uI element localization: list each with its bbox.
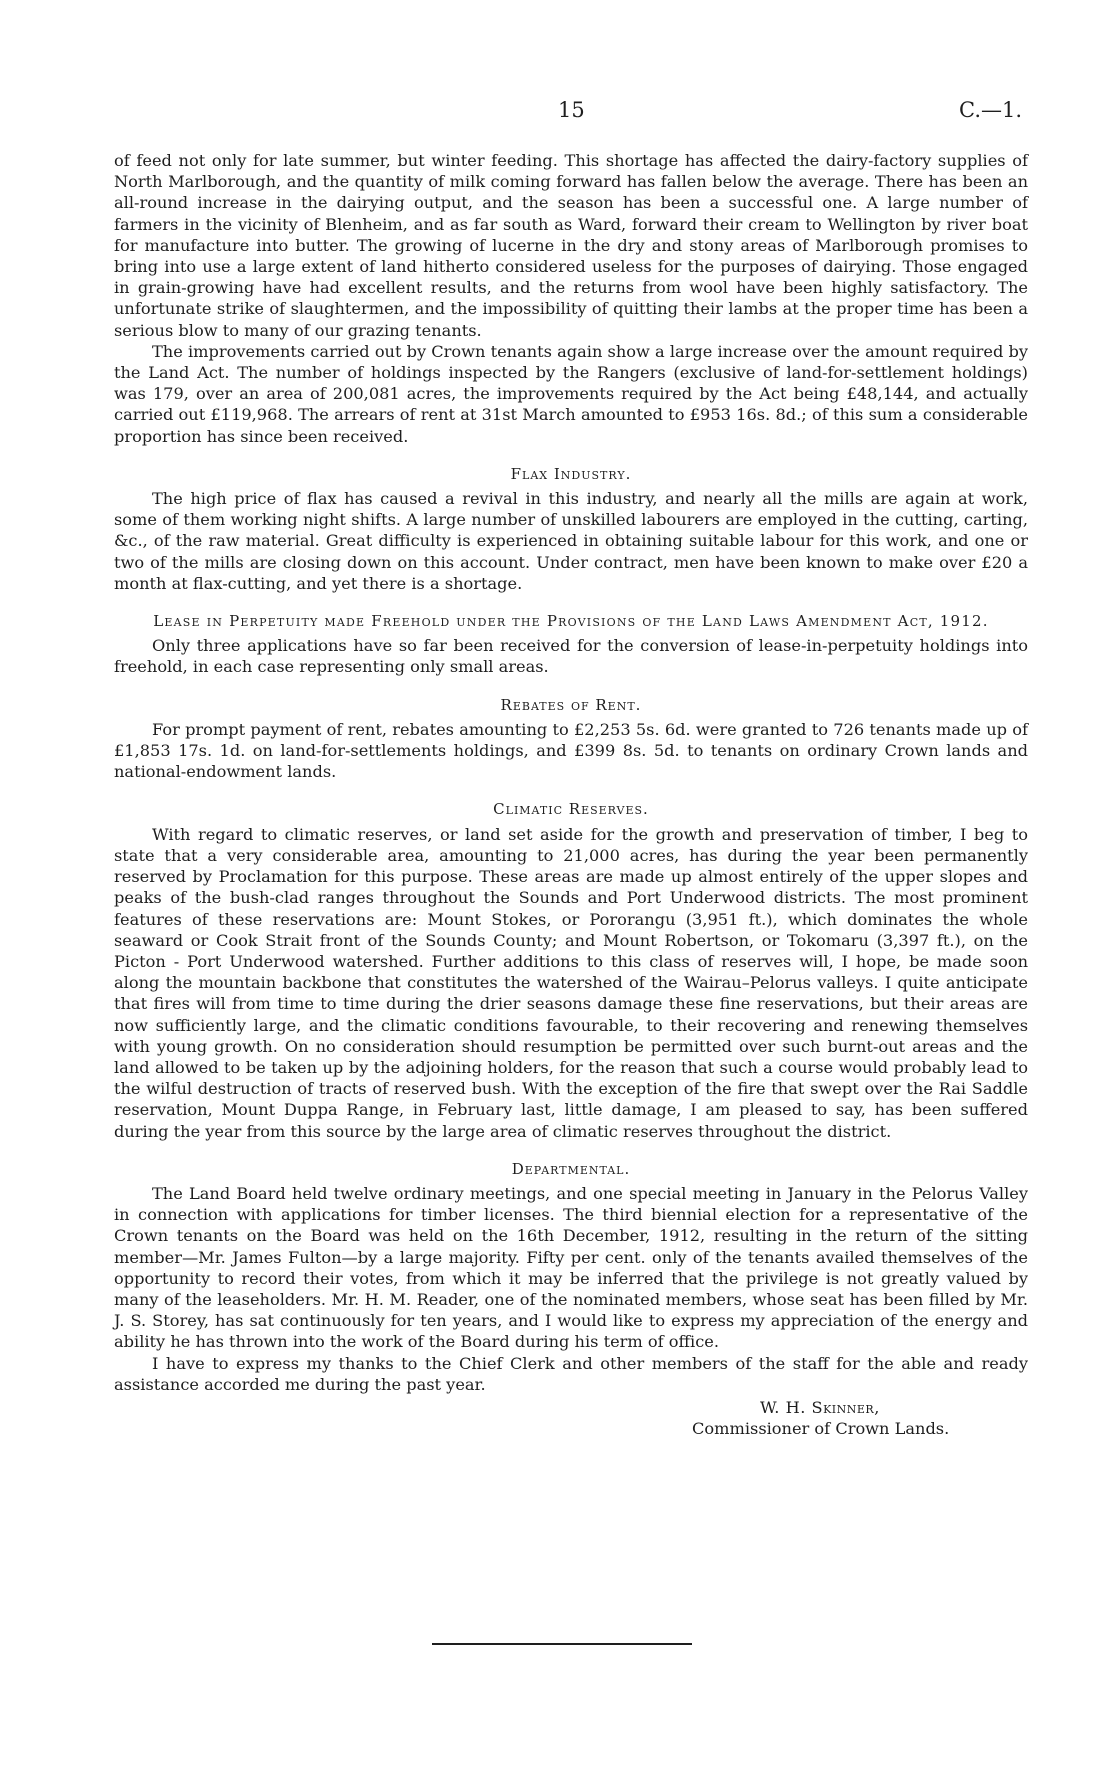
- heading-flax-industry: Flax Industry.: [510, 464, 632, 483]
- end-rule: [432, 1643, 692, 1645]
- document-reference: C.—1.: [959, 98, 1023, 122]
- paragraph-departmental: The Land Board held twelve ordinary meetings, and one special meeting in January in the Pelorus Valley in connection with applications for timber licenses. The third biennial election for a representative of the Crown tenants on the Board was held on the 16th December, 1912, resulting in the return of the sitting member—Mr. James Fulton—by a large majority. Fifty per cent. only of the tenants availed themselves of the opportunity to record their votes, from which it may be inferred that the privilege is not greatly valued by many of the leaseholders. Mr. H. M. Reader, one of the nominated members, whose seat has been filled by Mr. J. S. Storey, has sat continuously for ten years, and I would like to express my appreciation of the energy and ability he has thrown into the work of the Board during his term of office.: [114, 1183, 1028, 1352]
- heading-lease-in-perpetuity: Lease in Perpetuity made Freehold under the Provisions of the Land Laws Amendment Act, 1912.: [153, 612, 989, 631]
- heading-rebates-of-rent: Rebates of Rent.: [500, 695, 642, 714]
- paragraph-feed: of feed not only for late summer, but winter feeding. This shortage has affected the dairy-factory supplies of North Marlborough, and the quantity of milk coming forward has fallen below the average. There has been an all-round increase in the dairying output, and the season has been a successful one. A large number of farmers in the vicinity of Blenheim, and as far south as Ward, forward their cream to Wellington by river boat for manufacture into butter. The growing of lucerne in the dry and stony areas of Marlborough promises to bring into use a large extent of land hitherto considered useless for the purposes of dairying. Those engaged in grain-growing have had excellent results, and the returns from wool have been highly satisfactory. The unfortunate strike of slaughtermen, and the impossibility of quitting their lambs at the proper time has been a serious blow to many of our grazing tenants.: [114, 151, 1028, 340]
- paragraph-flax: The high price of flax has caused a revival in this industry, and nearly all the mills are again at work, some of them working night shifts. A large number of unskilled labourers are employed in the cutting, carting, &c., of the raw material. Great difficulty is experienced in obtaining suitable labour for this work, and one or two of the mills are closing down on this account. Under contract, men have been known to make over £20 a month at flax-cutting, and yet there is a shortage.: [114, 489, 1028, 593]
- paragraph-improvements: The improvements carried out by Crown tenants again show a large increase over the amount required by the Land Act. The number of holdings inspected by the Rangers (exclusive of land-for-settlement holdings) was 179, over an area of 200,081 acres, the improvements required by the Act being £48,144, and actually carried out £119,968. The arrears of rent at 31st March amounted to £953 16s. 8d.; of this sum a considerable proportion has since been received.: [114, 341, 1029, 446]
- paragraph-lease: Only three applications have so far been received for the conversion of lease-in-perpetuity holdings into freehold, in each case representing only small areas.: [114, 636, 1028, 677]
- heading-departmental: Departmental.: [511, 1159, 631, 1178]
- paragraph-thanks: I have to express my thanks to the Chief Clerk and other members of the staff for the able and ready assistance accorded me during the past year.: [114, 1353, 1028, 1394]
- heading-climatic-reserves: Climatic Reserves.: [493, 800, 649, 819]
- page-number: 15: [558, 98, 585, 122]
- signature-block: [114, 1397, 1028, 1439]
- signature-title: Commissioner of Crown Lands.: [692, 1419, 950, 1439]
- paragraph-climatic: With regard to climatic reserves, or land set aside for the growth and preservation of timber, I beg to state that a very considerable area, amounting to 21,000 acres, has during the year been permanently reserved by Proclamation for this purpose. These areas are made up almost entirely of the upper slopes and peaks of the bush-clad ranges throughout the Sounds and Port Underwood districts. The most prominent features of these reservations are: Mount Stokes, or Pororangu (3,951 ft.), which dominates the whole seaward or Cook Strait front of the Sounds County; and Mount Robertson, or Tokomaru (3,397 ft.), on the Picton - Port Underwood watershed. Further additions to this class of reserves will, I hope, be made soon along the mountain backbone that constitutes the watershed of the Wairau–Pelorus valleys. I quite anticipate that fires will from time to time during the drier seasons damage these fine reservations, but their areas are now sufficiently large, and the climatic conditions favourable, to their recovering and renewing themselves with young growth. On no consideration should resumption be permitted over such burnt-out areas and the land allowed to be taken up by the adjoining holders, for the reason that such a course would probably lead to the wilful destruction of tracts of reserved bush. With the exception of the fire that swept over the Rai Saddle reservation, Mount Duppa Range, in February last, little damage, I am pleased to say, has been suffered during the year from this source by the large area of climatic reserves throughout the district.: [114, 824, 1028, 1141]
- document-body: [114, 150, 1028, 1439]
- signature-name: W. H. Skinner,: [760, 1397, 880, 1417]
- paragraph-rebates: For prompt payment of rent, rebates amounting to £2,253 5s. 6d. were granted to 726 tenants made up of £1,853 17s. 1d. on land-for-settlements holdings, and £399 8s. 5d. to tenants on ordinary Crown lands and national-endowment lands.: [114, 719, 1028, 782]
